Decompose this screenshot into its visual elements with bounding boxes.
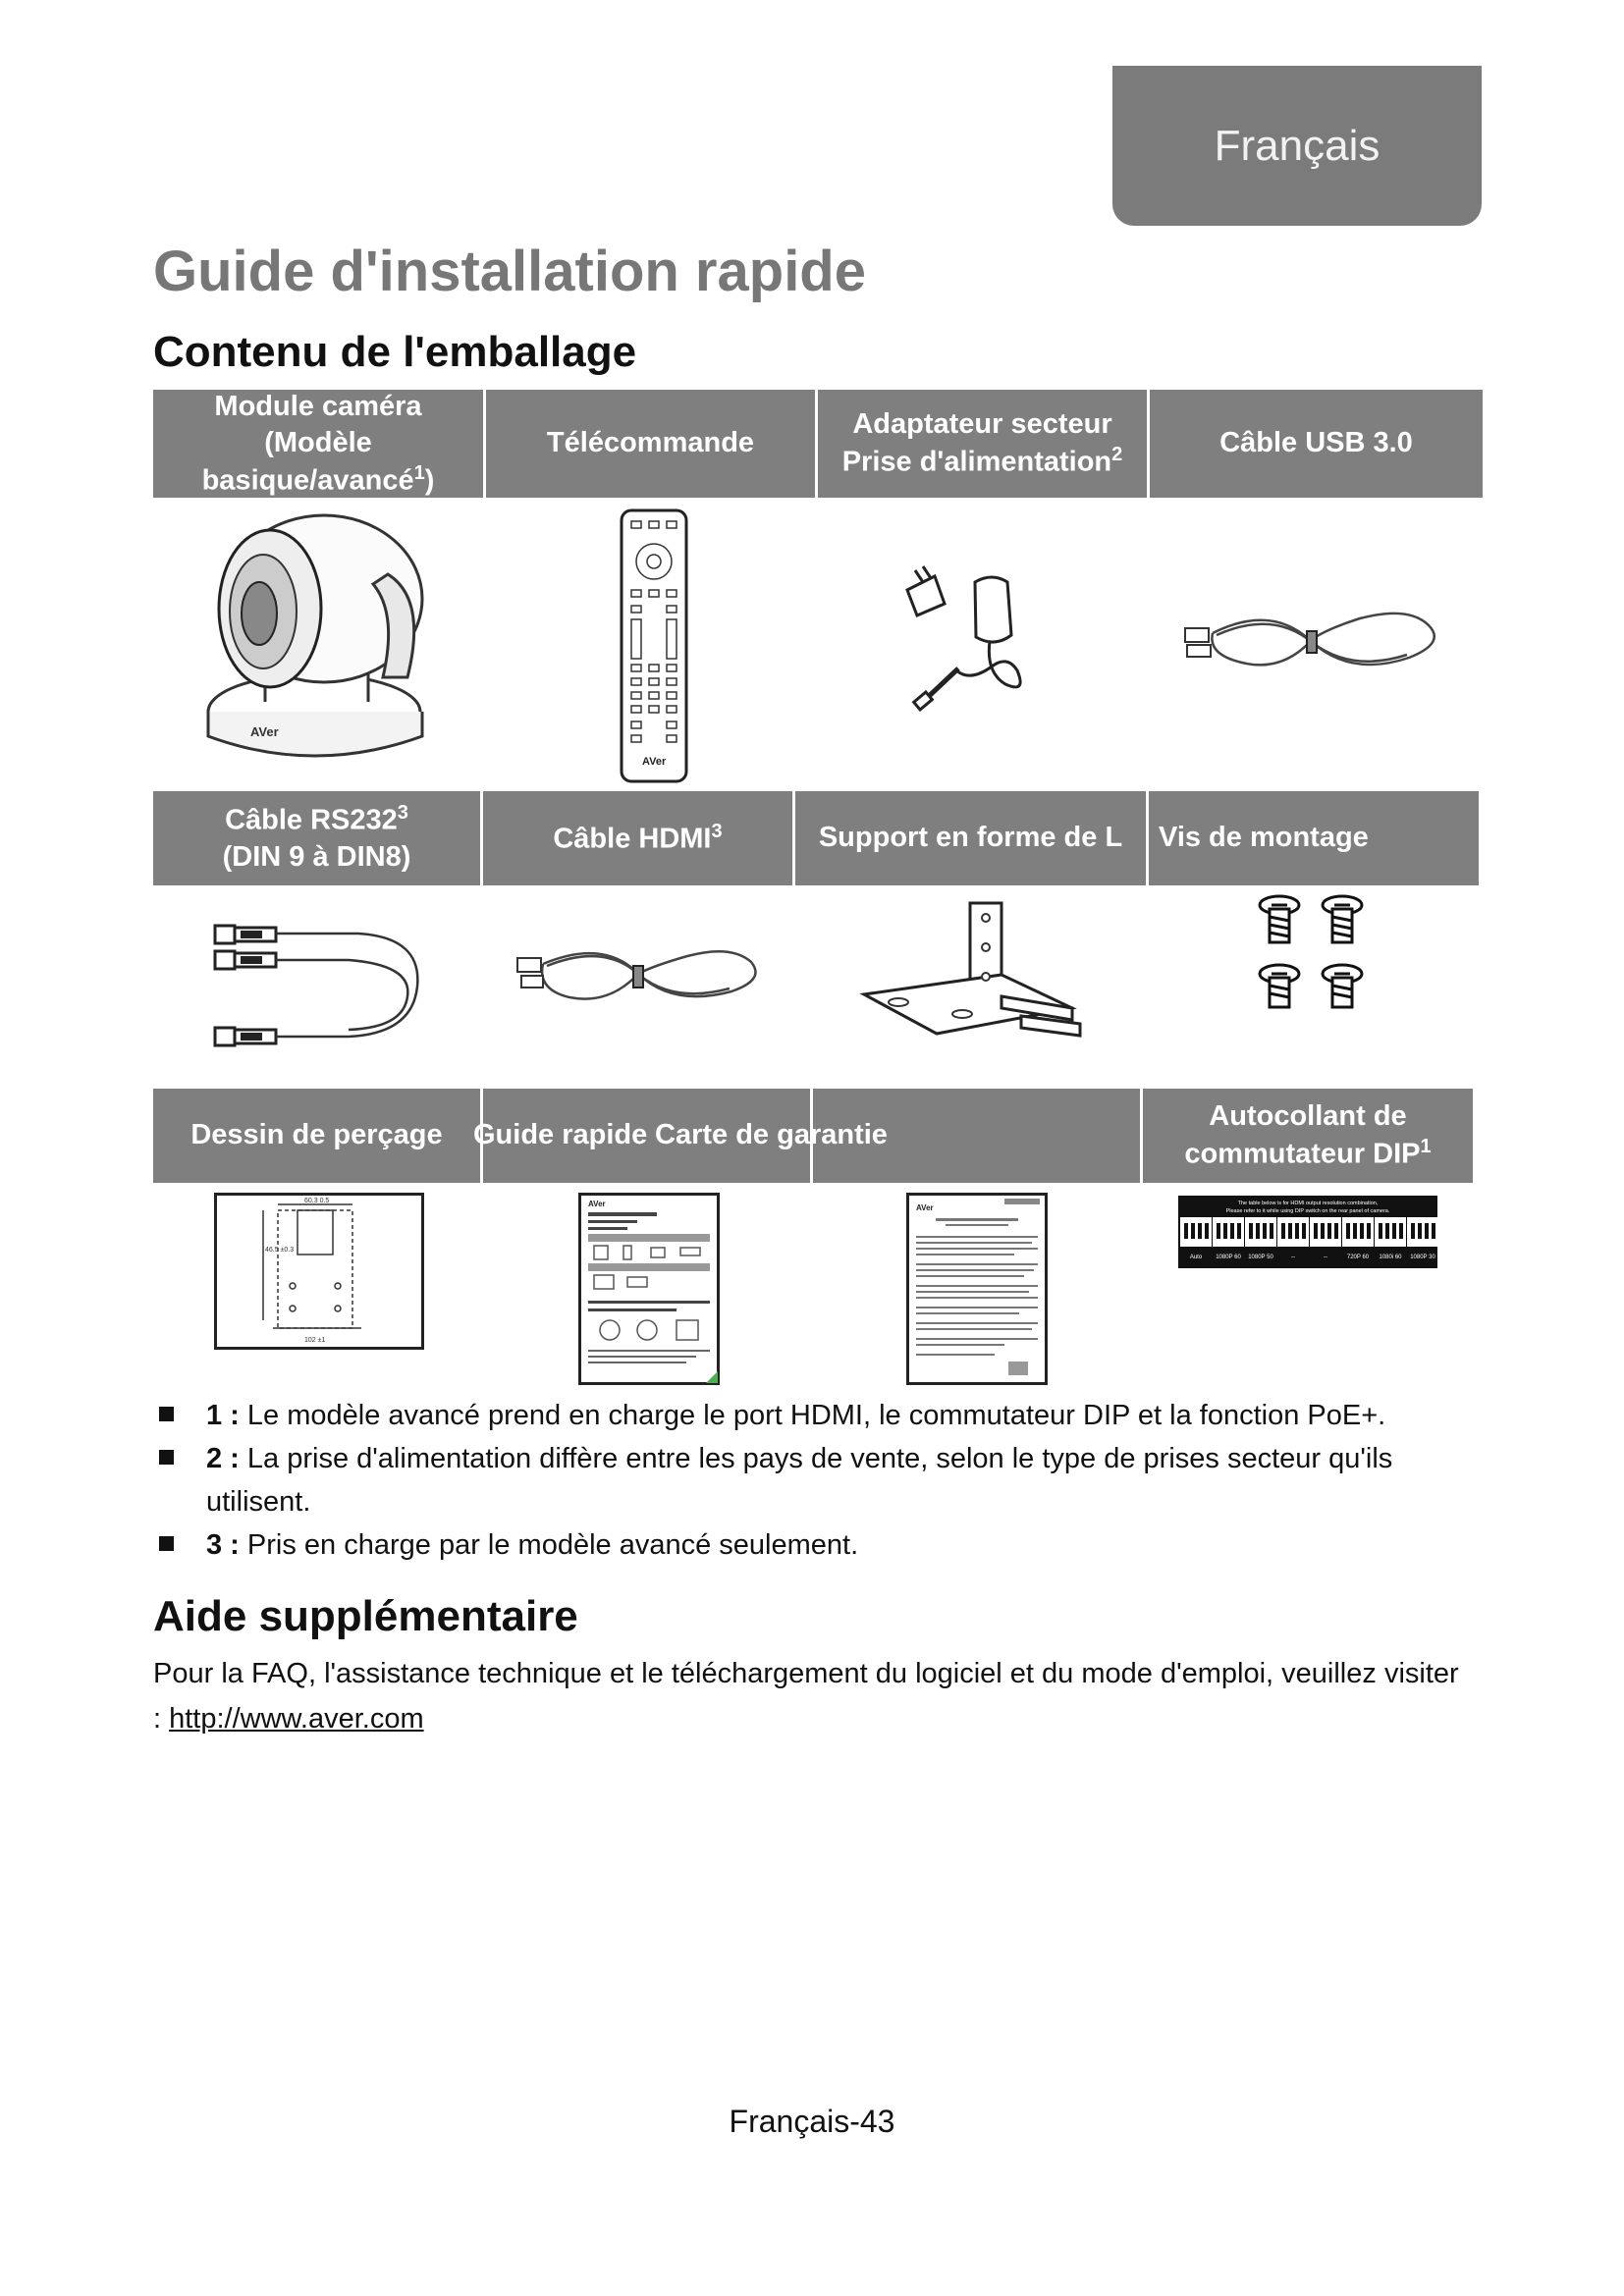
camera-label-line2: (Modèle bbox=[264, 426, 372, 458]
footnote-2 bbox=[153, 1437, 1449, 1523]
header-power-adapter bbox=[818, 390, 1150, 498]
dip-switch-lever bbox=[1302, 1223, 1306, 1239]
footnote-number: 2 : bbox=[206, 1443, 240, 1474]
header-camera-module bbox=[153, 390, 486, 498]
remote-brand-text: AVer bbox=[642, 756, 667, 768]
footnote-text: Le modèle avancé prend en charge le port HDMI, le commutateur DIP et la fonction PoE+. bbox=[246, 1400, 1386, 1431]
dip-switch-lever bbox=[1217, 1223, 1220, 1239]
header-hdmi-cable bbox=[483, 791, 795, 885]
power-adapter-image bbox=[901, 564, 1068, 712]
footnote-text: Pris en charge par le modèle avancé seulement. bbox=[246, 1529, 859, 1561]
dip-label-line1: Autocollant de bbox=[1209, 1100, 1407, 1133]
dip-switch-lever bbox=[1237, 1223, 1241, 1239]
page-number: Français-43 bbox=[729, 2104, 895, 2139]
camera-label-close: ) bbox=[424, 464, 435, 497]
dip-switch-lever bbox=[1379, 1223, 1382, 1239]
header-drilling-template bbox=[153, 1089, 483, 1183]
camera-label-line1: Module caméra bbox=[214, 390, 422, 422]
square-bullet-icon bbox=[159, 1450, 174, 1465]
dip-switch-lever bbox=[1360, 1223, 1364, 1239]
dip-switch-lever bbox=[1249, 1223, 1253, 1239]
adapter-label-line2: Prise d'alimentation bbox=[841, 446, 1112, 478]
usb-label: Câble USB 3.0 bbox=[1219, 427, 1413, 459]
dip-switch-lever bbox=[1256, 1223, 1260, 1239]
dip-switch-lever bbox=[1385, 1223, 1389, 1239]
package-header-row-1 bbox=[153, 390, 1483, 498]
footnote-number: 3 : bbox=[206, 1529, 240, 1561]
dip-switch-lever bbox=[1288, 1223, 1292, 1239]
language-tab bbox=[1112, 66, 1482, 226]
dip-switch-lever bbox=[1432, 1223, 1435, 1239]
dip-switch-label: -- bbox=[1291, 1255, 1295, 1260]
dip-switch-label: 720P 60 bbox=[1346, 1255, 1370, 1260]
drill-dim-left: 46.5 ±0.3 bbox=[265, 1247, 295, 1254]
dip-switch-lever bbox=[1327, 1223, 1331, 1239]
help-paragraph bbox=[153, 1651, 1459, 1741]
dip-switch-lever bbox=[1321, 1223, 1325, 1239]
dip-footnote-ref: 1 bbox=[1420, 1136, 1432, 1158]
footnote-text: La prise d'alimentation diffère entre les pays de vente, selon le type de prises secteur qu'ils utilisent. bbox=[206, 1443, 1393, 1518]
quick-guide-image bbox=[578, 1193, 720, 1385]
rs232-cable-image bbox=[211, 918, 432, 1055]
header-l-bracket bbox=[795, 791, 1149, 885]
hdmi-label: Câble HDMI bbox=[553, 823, 712, 855]
dip-switch-lever bbox=[1392, 1223, 1396, 1239]
bracket-label: Support en forme de L bbox=[818, 822, 1123, 854]
help-heading: Aide supplémentaire bbox=[153, 1592, 578, 1640]
drill-dim-top: 60.3 0.5 bbox=[304, 1198, 330, 1204]
dip-switch-lever bbox=[1191, 1223, 1195, 1239]
dip-switch-lever bbox=[1411, 1223, 1415, 1239]
dip-switch-lever bbox=[1230, 1223, 1234, 1239]
rs232-label-line1: Câble RS232 bbox=[225, 804, 398, 836]
help-text: Pour la FAQ, l'assistance technique et le téléchargement du logiciel et du mode d'emploi, veuillez visiter : bbox=[153, 1658, 1459, 1735]
header-warranty-card bbox=[655, 1089, 1143, 1183]
header-remote bbox=[486, 390, 818, 498]
dip-switch-label: 1080P 30 bbox=[1410, 1255, 1435, 1260]
dip-switch-label: 1080i 60 bbox=[1379, 1255, 1402, 1260]
header-dip-sticker bbox=[1143, 1089, 1473, 1183]
dip-switch-sticker-image bbox=[1178, 1196, 1437, 1268]
package-header-row-3 bbox=[153, 1089, 1473, 1183]
rs232-label-line2: (DIN 9 à DIN8) bbox=[222, 840, 411, 873]
footnote-1 bbox=[153, 1394, 1449, 1437]
hdmi-cable-image bbox=[515, 942, 766, 1011]
dip-switch-label: 1080P 50 bbox=[1248, 1255, 1273, 1260]
adapter-footnote-ref: 2 bbox=[1111, 444, 1123, 466]
warranty-card-image bbox=[906, 1193, 1048, 1385]
dip-switch-lever bbox=[1353, 1223, 1357, 1239]
header-rs232-cable bbox=[153, 791, 483, 885]
aver-website-link[interactable]: http://www.aver.com bbox=[169, 1703, 424, 1735]
package-heading: Contenu de l'emballage bbox=[153, 328, 637, 376]
dip-switch-lever bbox=[1334, 1223, 1338, 1239]
camera-label-line3: basique/avancé bbox=[201, 464, 414, 497]
drill-dim-bottom: 102 ±1 bbox=[304, 1337, 326, 1344]
dip-sticker-line1: The table below is for HDMI output resolution combination, bbox=[1237, 1201, 1379, 1206]
remote-control-image bbox=[619, 507, 689, 784]
dip-switch-lever bbox=[1184, 1223, 1188, 1239]
dip-switch-label: Auto bbox=[1189, 1255, 1203, 1260]
footnotes-list bbox=[153, 1394, 1449, 1567]
camera-brand-text: AVer bbox=[250, 724, 279, 739]
remote-label: Télécommande bbox=[546, 427, 755, 459]
dip-switch-lever bbox=[1418, 1223, 1422, 1239]
camera-module-image bbox=[196, 506, 442, 761]
dip-switch-lever bbox=[1198, 1223, 1202, 1239]
hdmi-footnote-ref: 3 bbox=[711, 820, 723, 842]
guide-label: Guide rapide bbox=[473, 1119, 648, 1151]
dip-sticker-line2: Please refer to it while using DIP switch on the rear panel of camera. bbox=[1225, 1208, 1390, 1214]
package-header-row-2 bbox=[153, 791, 1479, 885]
footnote-3 bbox=[153, 1523, 1449, 1567]
dip-switch-lever bbox=[1399, 1223, 1403, 1239]
dip-switch-label: -- bbox=[1324, 1255, 1327, 1260]
dip-switch-lever bbox=[1425, 1223, 1429, 1239]
square-bullet-icon bbox=[159, 1407, 174, 1421]
dip-switch-lever bbox=[1367, 1223, 1371, 1239]
page-title: Guide d'installation rapide bbox=[153, 240, 866, 303]
adapter-label-line1: Adaptateur secteur bbox=[852, 408, 1112, 441]
dip-switch-lever bbox=[1346, 1223, 1350, 1239]
square-bullet-icon bbox=[159, 1536, 174, 1551]
usb-cable-image bbox=[1183, 604, 1448, 677]
dip-switch-lever bbox=[1223, 1223, 1227, 1239]
drilling-template-image bbox=[214, 1193, 424, 1350]
header-mounting-screws bbox=[1149, 791, 1479, 885]
dip-switch-lever bbox=[1270, 1223, 1273, 1239]
footnote-number: 1 : bbox=[206, 1400, 240, 1431]
screws-label: Vis de montage bbox=[1159, 822, 1369, 854]
drill-label: Dessin de perçage bbox=[190, 1119, 443, 1151]
dip-switch-lever bbox=[1314, 1223, 1318, 1239]
header-usb-cable bbox=[1150, 390, 1483, 498]
warranty-brand-text: AVer bbox=[916, 1203, 934, 1212]
l-bracket-image bbox=[854, 898, 1090, 1045]
guide-brand-text: AVer bbox=[588, 1200, 606, 1208]
warranty-label: Carte de garantie bbox=[655, 1119, 888, 1151]
dip-switch-lever bbox=[1281, 1223, 1285, 1239]
dip-switch-lever bbox=[1205, 1223, 1209, 1239]
dip-switch-lever bbox=[1295, 1223, 1299, 1239]
mounting-screws-image bbox=[1252, 893, 1375, 1021]
dip-switch-label: 1080P 60 bbox=[1216, 1255, 1241, 1260]
dip-switch-lever bbox=[1263, 1223, 1267, 1239]
camera-footnote-ref: 1 bbox=[413, 461, 425, 484]
dip-label-line2: commutateur DIP bbox=[1184, 1138, 1421, 1170]
rs232-footnote-ref: 3 bbox=[397, 802, 408, 825]
language-label: Français bbox=[1214, 121, 1380, 170]
